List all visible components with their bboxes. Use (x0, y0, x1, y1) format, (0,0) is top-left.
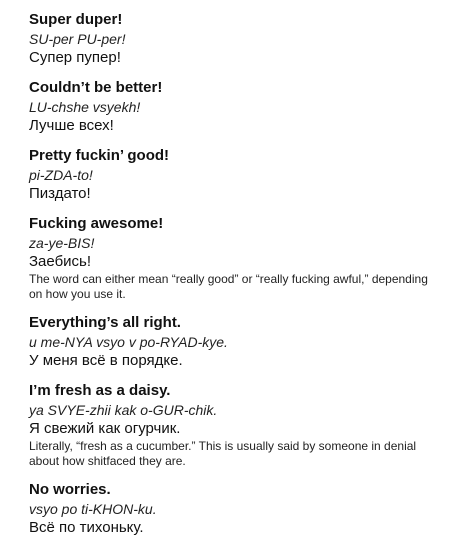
phrase-entry (29, 313, 439, 370)
english-phrase: No worries. (29, 481, 111, 498)
transliteration: u me-NYA vsyo v po-RYAD-kye. (29, 334, 228, 350)
phrase-entry (29, 78, 439, 135)
english-phrase: Super duper! (29, 11, 123, 28)
english-phrase: Pretty fuckin’ good! (29, 147, 170, 164)
transliteration: SU-per PU-per! (29, 31, 126, 47)
russian-phrase: Заебись! (29, 253, 92, 270)
english-phrase: I’m fresh as a daisy. (29, 382, 171, 399)
phrase-entry (29, 381, 439, 469)
transliteration: vsyo po ti-KHON-ku. (29, 501, 157, 517)
russian-phrase: Лучше всех! (29, 117, 114, 134)
transliteration: LU-chshe vsyekh! (29, 99, 141, 115)
phrase-list (29, 10, 439, 548)
phrase-entry (29, 214, 439, 302)
phrase-entry (29, 146, 439, 203)
russian-phrase: Супер пупер! (29, 49, 121, 66)
usage-note: The word can either mean “really good” or “really fucking awful,” depending on how you use it. (29, 272, 428, 301)
russian-phrase: У меня всё в порядке. (29, 352, 183, 369)
usage-note: Literally, “fresh as a cucumber.” This is usually said by someone in denial about how shitfaced they are. (29, 439, 417, 468)
english-phrase: Fucking awesome! (29, 215, 164, 232)
russian-phrase: Всё по тихоньку. (29, 519, 144, 536)
phrase-entry (29, 480, 439, 537)
russian-phrase: Пиздато! (29, 185, 91, 202)
transliteration: ya SVYE-zhii kak o-GUR-chik. (29, 402, 218, 418)
english-phrase: Couldn’t be better! (29, 79, 163, 96)
transliteration: za-ye-BIS! (29, 235, 95, 251)
phrase-entry (29, 10, 439, 67)
russian-phrase: Я свежий как огурчик. (29, 420, 181, 437)
english-phrase: Everything’s all right. (29, 314, 181, 331)
transliteration: pi-ZDA-to! (29, 167, 93, 183)
